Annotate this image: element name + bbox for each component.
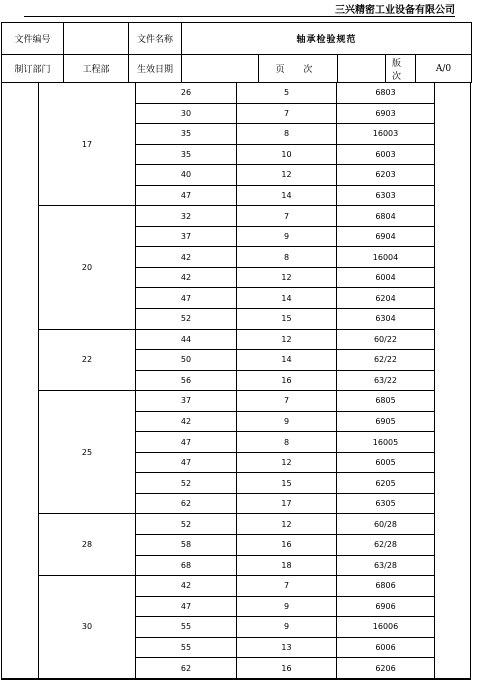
outer-diameter-cell: 68 [136,555,237,576]
bearing-code-cell: 63/28 [337,555,435,576]
dept-value: 工程部 [64,55,129,83]
outer-diameter-cell: 47 [136,596,237,617]
bearing-code-cell: 6806 [337,576,435,597]
outer-diameter-cell: 42 [136,576,237,597]
bearing-code-cell: 6005 [337,452,435,473]
width-cell: 16 [237,658,337,679]
group-label: 25 [39,391,136,514]
document-header [1,22,472,83]
effective-date-value [182,55,259,83]
bearing-code-cell: 6206 [337,658,435,679]
outer-diameter-cell: 47 [136,288,237,309]
width-cell: 12 [237,165,337,186]
outer-diameter-cell: 44 [136,329,237,350]
bearing-code-cell: 6903 [337,103,435,124]
bearing-code-cell: 6205 [337,473,435,494]
width-cell: 18 [237,555,337,576]
doc-name-label: 文件名称 [129,23,182,55]
outer-diameter-cell: 52 [136,473,237,494]
width-cell: 13 [237,637,337,658]
outer-diameter-cell: 47 [136,185,237,206]
outer-diameter-cell: 47 [136,432,237,453]
bearing-code-cell: 6203 [337,165,435,186]
outer-diameter-cell: 62 [136,658,237,679]
width-cell: 15 [237,473,337,494]
width-cell: 14 [237,350,337,371]
outer-diameter-cell: 26 [136,83,237,104]
width-cell: 12 [237,267,337,288]
outer-diameter-cell: 50 [136,350,237,371]
width-cell: 14 [237,288,337,309]
page-label: 页 次 [259,55,338,83]
width-cell: 8 [237,432,337,453]
company-name: 三兴精密工业设备有限公司 [335,5,455,16]
width-cell: 8 [237,124,337,145]
group-label: 22 [39,329,136,391]
group-label: 28 [39,514,136,576]
width-cell: 12 [237,329,337,350]
width-cell: 7 [237,206,337,227]
width-cell: 15 [237,309,337,330]
bearing-code-cell: 6006 [337,637,435,658]
bearing-code-cell: 6303 [337,185,435,206]
outer-diameter-cell: 58 [136,535,237,556]
bearing-table [38,82,434,678]
width-cell: 16 [237,535,337,556]
width-cell: 12 [237,452,337,473]
header-rule [24,16,455,17]
width-cell: 7 [237,391,337,412]
width-cell: 9 [237,226,337,247]
outer-diameter-cell: 42 [136,267,237,288]
width-cell: 9 [237,617,337,638]
bearing-code-cell: 16005 [337,432,435,453]
width-cell: 9 [237,596,337,617]
group-label: 17 [39,83,136,206]
bearing-code-cell: 6904 [337,226,435,247]
dept-label: 制订部门 [2,55,64,83]
effective-date-label: 生效日期 [129,55,182,83]
outer-diameter-cell: 35 [136,144,237,165]
outer-diameter-cell: 52 [136,309,237,330]
table-row [39,576,435,597]
doc-no-value [64,23,129,55]
outer-diameter-cell: 55 [136,617,237,638]
table-row [39,514,435,535]
version-value: A/0 [416,55,472,83]
doc-no-label: 文件编号 [2,23,64,55]
bearing-code-cell: 60/22 [337,329,435,350]
width-cell: 16 [237,370,337,391]
bearing-code-cell: 16006 [337,617,435,638]
outer-diameter-cell: 56 [136,370,237,391]
bearing-code-cell: 6204 [337,288,435,309]
table-row [39,206,435,227]
width-cell: 9 [237,411,337,432]
bearing-code-cell: 6804 [337,206,435,227]
bearing-code-cell: 62/22 [337,350,435,371]
width-cell: 10 [237,144,337,165]
table-row [39,83,435,104]
group-label: 30 [39,576,136,679]
bearing-code-cell: 6905 [337,411,435,432]
outer-diameter-cell: 37 [136,226,237,247]
document-title: 轴承检验规范 [182,23,472,55]
bearing-code-cell: 6805 [337,391,435,412]
width-cell: 14 [237,185,337,206]
width-cell: 17 [237,493,337,514]
width-cell: 7 [237,576,337,597]
width-cell: 7 [237,103,337,124]
outer-diameter-cell: 32 [136,206,237,227]
bearing-code-cell: 62/28 [337,535,435,556]
outer-diameter-cell: 55 [136,637,237,658]
bearing-code-cell: 63/22 [337,370,435,391]
bearing-code-cell: 16003 [337,124,435,145]
width-cell: 5 [237,83,337,104]
bearing-code-cell: 6906 [337,596,435,617]
outer-diameter-cell: 52 [136,514,237,535]
bearing-code-cell: 6304 [337,309,435,330]
outer-diameter-cell: 40 [136,165,237,186]
page-value [338,55,386,83]
outer-diameter-cell: 37 [136,391,237,412]
table-row [39,329,435,350]
outer-diameter-cell: 30 [136,103,237,124]
version-label: 版 次 [386,55,416,83]
outer-diameter-cell: 35 [136,124,237,145]
width-cell: 8 [237,247,337,268]
bearing-code-cell: 6305 [337,493,435,514]
group-label: 20 [39,206,136,329]
outer-diameter-cell: 62 [136,493,237,514]
outer-diameter-cell: 42 [136,247,237,268]
bearing-code-cell: 6803 [337,83,435,104]
outer-diameter-cell: 42 [136,411,237,432]
outer-diameter-cell: 47 [136,452,237,473]
bearing-code-cell: 60/28 [337,514,435,535]
bearing-code-cell: 6004 [337,267,435,288]
table-row [39,391,435,412]
bearing-code-cell: 6003 [337,144,435,165]
bearing-code-cell: 16004 [337,247,435,268]
width-cell: 12 [237,514,337,535]
